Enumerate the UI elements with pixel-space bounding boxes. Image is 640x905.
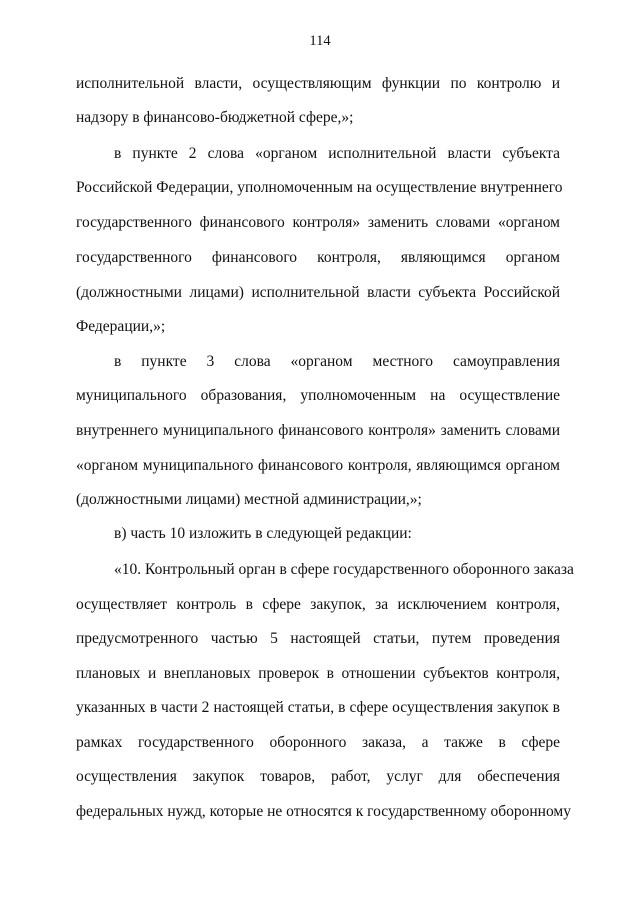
text-line: «органом муниципального финансового контроля, являющимся органом: [76, 457, 560, 474]
text-line: исполнительной власти, осуществляющим функции по контролю и: [76, 75, 560, 92]
page-number: 114: [309, 33, 331, 49]
text-line: (должностными лицами) местной администрации,»;: [76, 491, 422, 508]
text-line: предусмотренного частью 5 настоящей статьи, путем проведения: [76, 630, 560, 647]
text-line: государственного финансового контроля» заменить словами «органом: [76, 214, 560, 231]
text-line: внутреннего муниципального финансового контроля» заменить словами: [76, 422, 560, 439]
text-line: государственного финансового контроля, являющимся органом: [76, 249, 560, 266]
text-line: Федерации,»;: [76, 318, 166, 335]
paragraph-first-line: в пункте 2 слова «органом исполнительной власти субъекта: [114, 145, 560, 162]
paragraph-first-line: «10. Контрольный орган в сфере государственного оборонного заказа: [114, 561, 574, 578]
text-line: осуществления закупок товаров, работ, услуг для обеспечения: [76, 768, 560, 785]
text-line: федеральных нужд, которые не относятся к государственному оборонному: [76, 803, 571, 820]
text-line: Российской Федерации, уполномоченным на осуществление внутреннего: [76, 179, 563, 196]
text-line: (должностными лицами) исполнительной власти субъекта Российской: [76, 284, 560, 301]
text-line: плановых и внеплановых проверок в отношении субъектов контроля,: [76, 665, 560, 682]
text-line: осуществляет контроль в сфере закупок, за исключением контроля,: [76, 596, 560, 613]
text-line: муниципального образования, уполномоченным на осуществление: [76, 387, 560, 404]
text-line: надзору в финансово-бюджетной сфере,»;: [76, 109, 354, 126]
text-line: рамках государственного оборонного заказа, а также в сфере: [76, 734, 560, 751]
paragraph-first-line: в пункте 3 слова «органом местного самоуправления: [114, 353, 560, 370]
paragraph-first-line: в) часть 10 изложить в следующей редакции:: [114, 525, 412, 542]
text-line: указанных в части 2 настоящей статьи, в сфере осуществления закупок в: [76, 699, 560, 716]
